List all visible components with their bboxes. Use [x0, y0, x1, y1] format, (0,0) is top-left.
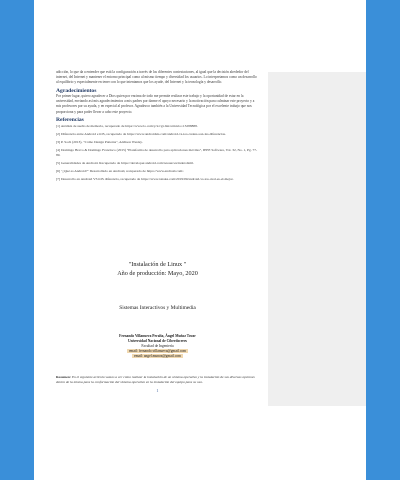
title-line-2: Año de producción: Mayo, 2020	[117, 269, 198, 277]
abstract	[56, 375, 259, 385]
reference-item: [2] Diferencia entre Android e iOS, recuperado de https://www.androidsis.com/android-vs-ios-cuales-son-las-diferencias.	[56, 132, 226, 137]
author-email-link[interactable]: email: angel.munoz@gmail.com	[134, 354, 181, 359]
references-list	[56, 124, 259, 181]
left-blue-bar	[0, 0, 34, 480]
document-subtitle: Sistemas Interactivos y Multimedia	[119, 305, 196, 312]
abstract-lead: Resumen:	[56, 375, 71, 380]
title-line-1: "Instalación de Linux "	[128, 261, 187, 269]
reference-item: [6] "¿Qué es Android?" Desarrollado en Android, recuperado de https://www.android.com/.	[56, 168, 185, 173]
author-faculty: Facultad de Ingeniería	[141, 344, 174, 349]
intro-paragraph: adicción, lo que da a entender que está la configuración a través de las diferentes contestaciones, al igual que la decisión alrededor del internet, del Internet y mantener el entorno principal como al mismo tiempo y diversidad los usuarios. Lo interpretamos como un desarrollo al equilibrio y especialmente en tener con lo que intentamos que los ayude, del Internet y la tecnología y desarrollo.	[56, 70, 257, 85]
right-blue-bar	[366, 0, 400, 480]
document-title	[56, 261, 259, 278]
abstract-text: En el siguiente artículo vamos a ver cómo realizar la instalación de un sistema operativo y la instalación de sus diversas opciones dentro de la misma para la conformación del sistema operativo en la instalación del equipo para su uso.	[56, 375, 255, 385]
reference-item: [7] Desarrollo en Android VS iOS diferencia, recuperado de https://www.xataka.com/2019/09/android-vs-ios-cual-es-el-mejor.	[56, 176, 234, 181]
page-number: 1	[156, 389, 159, 394]
acknowledgements-text: Por primer lugar, quiero agradecer a Dios quien por encima de todo me permite realizar este trabajo y la oportunidad de estar en la universidad, enviando así mis agradecimientos a mis padres por darme el apoyo necesario y la motivación para culminar este proyecto y a mis profesores por su ayuda, y en especial al profesor. Agradezco también a la Universidad Tecnológica por el excelente trabajo que nos proporciona y para poder llevar a cabo este proyecto.	[56, 94, 255, 114]
reference-item: [1] Análisis de sueño de memoria, recuperado de https://www.lo.com/y/x/cgi-bin/articulo=13288888.	[56, 124, 198, 129]
references-heading: Referencias	[56, 116, 84, 123]
acknowledgements-heading: Agradecimientos	[56, 87, 97, 94]
reference-item: [5] Generalidades de Android. Recuperado de https://developer.android.com/resources/index.html.	[56, 160, 194, 165]
document-page	[34, 0, 268, 480]
author-block	[56, 334, 259, 359]
reference-item: [4] Domingo Bravo & Domingo Francisco (2015) "Plataforma de desarrollo para aplicaciones móviles", IEEE Software, Vol. 32, No. 1, Pg. 77-89.	[56, 147, 258, 157]
right-gray-panel	[268, 72, 366, 406]
reference-item: [3] P. Soch (2013), "Cómo Design Patterns", Addison Wesley.	[56, 140, 143, 145]
author-names: Fernando Villanueva Peralta, Ángel Muñoz Tovar	[119, 334, 196, 339]
author-email-link[interactable]: email: fernando.villanueva@gmail.com	[128, 349, 187, 354]
author-university: Universidad Nacional de Ciberdoceres	[128, 339, 187, 344]
